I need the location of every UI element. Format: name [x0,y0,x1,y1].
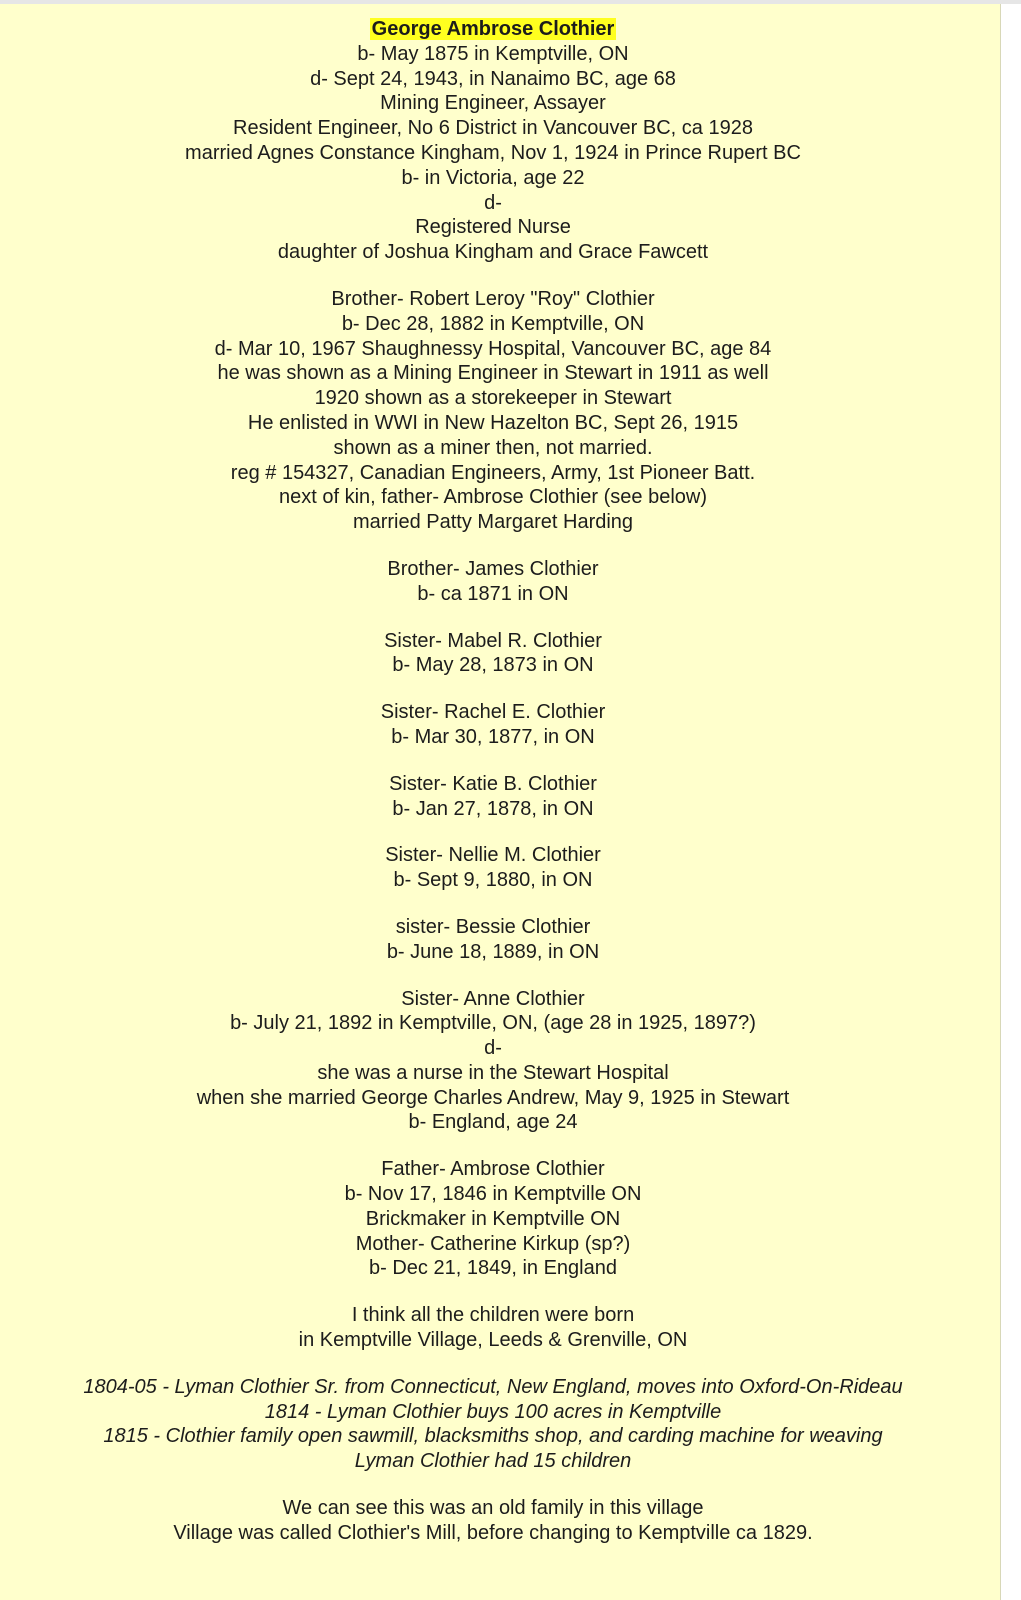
relative-block-anne [0,987,986,1136]
person-line: b- in Victoria, age 22 [401,166,585,189]
relative-block-bessie [0,915,986,965]
person-line: Registered Nurse [415,216,571,239]
note-line: in Kemptville Village, Leeds & Grenville, ON [298,1329,688,1352]
relative-line: Brother- James Clothier [387,557,599,580]
relative-line: 1920 shown as a storekeeper in Stewart [314,387,672,410]
relative-line: He enlisted in WWI in New Hazelton BC, Sept 26, 1915 [247,411,739,434]
relative-line: next of kin, father- Ambrose Clothier (see below) [279,486,707,509]
history-line: 1815 - Clothier family open sawmill, blacksmiths shop, and carding machine for weaving [103,1425,883,1448]
closing-line: Village was called Clothier's Mill, before changing to Kemptville ca 1829. [173,1521,813,1544]
relative-block-roy [0,287,986,535]
relative-line: Sister- Katie B. Clothier [389,772,597,795]
top-border [0,0,1021,4]
relative-block-nellie [0,843,986,893]
relative-line: married Patty Margaret Harding [352,511,634,534]
birthplace-note-block [0,1303,986,1353]
relative-line: b- June 18, 1889, in ON [386,940,600,963]
person-line: d- [484,191,502,214]
relative-line: d- Mar 10, 1967 Shaughnessy Hospital, Vancouver BC, age 84 [214,337,772,360]
closing-line: We can see this was an old family in this village [282,1497,704,1520]
relative-line: she was a nurse in the Stewart Hospital [317,1061,669,1084]
person-line: daughter of Joshua Kingham and Grace Fawcett [277,241,709,264]
relative-line: b- Dec 21, 1849, in England [369,1257,617,1280]
relative-line: Brickmaker in Kemptville ON [365,1207,621,1230]
relative-line: Sister- Nellie M. Clothier [385,844,601,867]
relative-line: Father- Ambrose Clothier [381,1158,605,1181]
relative-line: b- England, age 24 [408,1111,578,1134]
relative-block-james [0,557,986,607]
person-line: b- May 1875 in Kemptville, ON [357,42,629,65]
relative-line: b- Jan 27, 1878, in ON [392,797,594,820]
relative-block-rachel [0,700,986,750]
relative-block-parents [0,1157,986,1281]
person-block [0,17,986,265]
relative-line: sister- Bessie Clothier [395,915,591,938]
relative-line: b- Nov 17, 1846 in Kemptville ON [344,1183,642,1206]
history-block [0,1375,986,1474]
history-line: 1814 - Lyman Clothier buys 100 acres in Kemptville [264,1400,722,1423]
relative-line: b- Sept 9, 1880, in ON [393,869,593,892]
relative-line: Sister- Anne Clothier [401,987,585,1010]
relative-line: Mother- Catherine Kirkup (sp?) [355,1232,631,1255]
relative-line: b- Dec 28, 1882 in Kemptville, ON [341,312,645,335]
person-line: married Agnes Constance Kingham, Nov 1, 1924 in Prince Rupert BC [185,141,801,164]
relative-line: reg # 154327, Canadian Engineers, Army, 1st Pioneer Batt. [230,461,756,484]
relative-line: b- May 28, 1873 in ON [392,654,594,677]
history-line: Lyman Clothier had 15 children [354,1450,632,1473]
relative-line: shown as a miner then, not married. [333,436,653,459]
relative-block-mabel [0,629,986,679]
relative-line: he was shown as a Mining Engineer in Stewart in 1911 as well [217,362,769,385]
history-line: 1804-05 - Lyman Clothier Sr. from Connecticut, New England, moves into Oxford-On-Rideau [83,1375,903,1398]
relative-line: b- July 21, 1892 in Kemptville, ON, (age 28 in 1925, 1897?) [230,1012,756,1035]
person-line: Resident Engineer, No 6 District in Vancouver BC, ca 1928 [233,117,753,140]
relative-line: b- Mar 30, 1877, in ON [391,725,595,748]
relative-line: when she married George Charles Andrew, May 9, 1925 in Stewart [196,1086,790,1109]
note-line: I think all the children were born [351,1304,635,1327]
relative-line: d- [484,1037,502,1060]
closing-block [0,1496,986,1546]
genealogy-content [0,17,986,1546]
relative-line: Sister- Mabel R. Clothier [384,629,602,652]
relative-line: b- ca 1871 in ON [417,582,569,605]
person-line: d- Sept 24, 1943, in Nanaimo BC, age 68 [310,67,676,90]
person-name-heading: George Ambrose Clothier [371,18,615,40]
person-line: Mining Engineer, Assayer [380,92,606,115]
relative-line: Sister- Rachel E. Clothier [380,701,606,724]
relative-line: Brother- Robert Leroy "Roy" Clothier [331,287,655,310]
relative-block-katie [0,772,986,822]
